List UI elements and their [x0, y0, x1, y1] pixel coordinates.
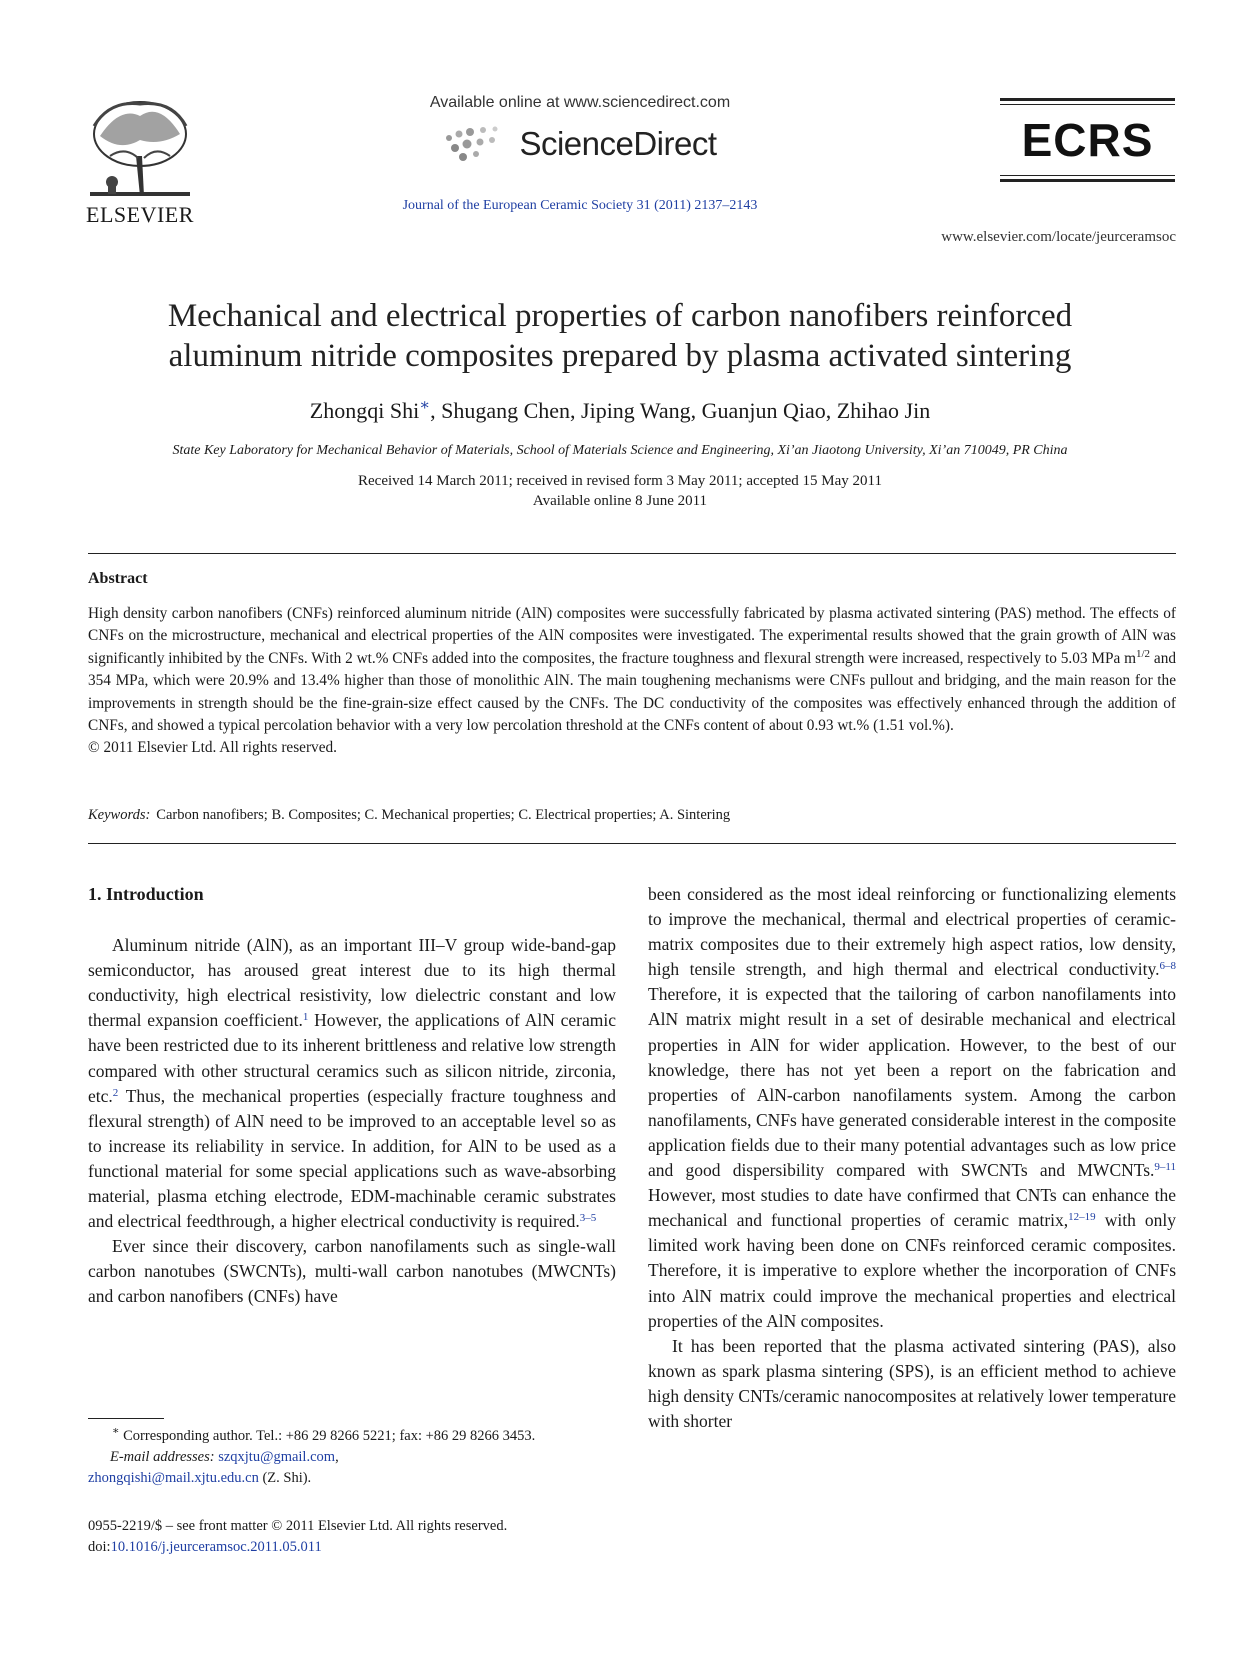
author-list: [60, 398, 1180, 424]
ecrs-logo-block: [1000, 98, 1175, 182]
sciencedirect-dots-icon: [443, 124, 511, 164]
abstract-heading: Abstract: [88, 570, 148, 587]
citation-3-5[interactable]: 3–5: [579, 1212, 597, 1225]
doi-line: [88, 1537, 628, 1558]
ecrs-logo: [1000, 105, 1175, 175]
sciencedirect-wordmark: ScienceDirect: [519, 125, 717, 162]
authors-rest: , Shugang Chen, Jiping Wang, Guanjun Qiao, Zhihao Jin: [430, 398, 931, 423]
corresponding-author-footnote: [88, 1426, 628, 1489]
intro-paragraph-2: Ever since their discovery, carbon nanofilaments such as single-wall carbon nanotubes (SWCNTs), multi-wall carbon nanotubes (MWCNTs) and carbon nanofibers (CNFs) have: [88, 1236, 616, 1307]
keywords-list: Carbon nanofibers; B. Composites; C. Mechanical properties; C. Electrical properties; A. Sintering: [156, 807, 731, 823]
received-dates: Received 14 March 2011; received in revised form 3 May 2011; accepted 15 May 2011: [358, 473, 882, 489]
journal-reference-link[interactable]: Journal of the European Ceramic Society 31 (2011) 2137–2143: [402, 198, 758, 213]
available-online-date: Available online 8 June 2011: [532, 493, 708, 509]
doi-link[interactable]: 10.1016/j.jeurceramsoc.2011.05.011: [110, 1539, 322, 1555]
keywords-label: Keywords:: [88, 807, 151, 823]
citation-2[interactable]: 2: [112, 1086, 119, 1099]
intro-paragraph-1: [88, 933, 616, 1234]
footnote-email-line: [88, 1447, 628, 1468]
title-line-1: Mechanical and electrical properties of carbon nanofibers reinforced: [167, 298, 1073, 334]
email-link-1[interactable]: szqxjtu@gmail.com: [218, 1449, 336, 1465]
section-heading-introduction: 1. Introduction: [88, 884, 204, 904]
intro-paragraph-3: It has been reported that the plasma activated sintering (PAS), also known as spark plasma sintering (SPS), is an efficient method to achieve high density CNTs/ceramic nanocomposites at relatively lower temperature with shorter: [648, 1335, 1176, 1431]
elsevier-tree-icon: [80, 96, 200, 200]
abstract-copyright: © 2011 Elsevier Ltd. All rights reserved.: [88, 739, 337, 757]
ecrs-logo-text: ECRS: [1021, 114, 1154, 166]
corresponding-author-mark[interactable]: ∗: [419, 397, 431, 414]
ecrs-bottom-rule-thin: [1000, 175, 1175, 176]
intro-r1-part-a: been considered as the most ideal reinforcing or functionalizing elements to improve the mechanical, thermal and electrical properties of ceramic-matrix composites due to their extremely high aspect ratios, low density, high tensile strength, and high thermal and electrical conductivity.: [648, 884, 1176, 980]
affiliation: State Key Laboratory for Mechanical Behavior of Materials, School of Materials Science and Engineering, Xi’an Jiaotong University, Xi’an 710049, PR China: [172, 443, 1068, 458]
body-column-right: [648, 882, 1176, 1434]
intro-r1-part-b: Therefore, it is expected that the tailoring of carbon nanofilaments into AlN matrix might result in a set of desirable mechanical and electrical properties in AlN for wider application. However, to the best of our knowledge, there has not yet been a report on the fabrication and properties of AlN-carbon nanofilaments system. Among the carbon nanofilaments, CNFs have generated considerable interest in the composite application fields due to their many potential advantages such as low price and good dispersibility compared with SWCNTs and MWCNTs.: [648, 984, 1176, 1181]
footnote-rule: [88, 1418, 164, 1419]
footnote-mark: ∗: [112, 1425, 120, 1437]
intro-p1-part-c: Thus, the mechanical properties (especially fracture toughness and flexural strength) of AlN need to be improved to an acceptable level so as to increase its reliability in service. In addition, for AlN to be used as a functional material for some special applications such as wave-absorbing material, plasma etching electrode, EDM-machinable ceramic substrates and electrical feedthrough, a higher electrical conductivity is required.: [88, 1085, 616, 1232]
doi-label: doi:: [88, 1539, 111, 1555]
article-title: [60, 296, 1180, 376]
citation-12-19[interactable]: 12–19: [1068, 1211, 1096, 1224]
article-history: [60, 471, 1180, 511]
citation-6-8[interactable]: 6–8: [1159, 960, 1176, 973]
footnote-contact-line: [88, 1426, 628, 1447]
footnote-contact: Corresponding author. Tel.: +86 29 8266 5221; fax: +86 29 8266 3453.: [119, 1428, 536, 1444]
sciencedirect-logo: [380, 122, 780, 166]
body-column-left: [88, 882, 616, 1310]
intro-paragraph-2-continued: [648, 882, 1176, 1334]
elsevier-logo: [80, 96, 200, 226]
abstract-bottom-rule: [88, 843, 1176, 844]
publisher-name: ELSEVIER: [86, 202, 194, 227]
footnote-email-line-2: [88, 1468, 628, 1489]
title-line-2: aluminum nitride composites prepared by plasma activated sintering: [168, 338, 1072, 374]
keywords: [88, 807, 1176, 824]
available-online-text: Available online at www.sciencedirect.com: [429, 94, 731, 111]
email-separator: ,: [335, 1449, 339, 1465]
email-label: E-mail addresses:: [110, 1449, 215, 1465]
intro-p1-part-a: Aluminum nitride (AlN), as an important III–V group wide-band-gap semiconductor, has aroused great interest due to its high thermal conductivity, high electrical resistivity, low dielectric constant and low thermal expansion coefficient.: [88, 935, 616, 1031]
front-matter-info: [88, 1516, 628, 1558]
intro-p1-part-b: However, the applications of AlN ceramic have been restricted due to its inherent brittleness and relative low strength compared with other structural ceramics such as silicon nitride, zirconia, etc.: [88, 1010, 617, 1106]
ecrs-top-rule: [1000, 98, 1175, 101]
abstract-text-b: and 354 MPa, which were 20.9% and 13.4% higher than those of monolithic AlN. The main toughening mechanisms were CNFs pullout and bridging, and the main reason for the improvements in strength should be the fine-grain-size effect caused by the CNFs. The DC conductivity of the composites was effectively enhanced through the addition of CNFs, and showed a typical percolation behavior with a very low percolation threshold at the CNFs content of about 0.93 wt.% (1.51 vol.%).: [88, 649, 1176, 735]
journal-url[interactable]: www.elsevier.com/locate/jeurceramsoc: [941, 229, 1176, 245]
abstract-text-a: High density carbon nanofibers (CNFs) reinforced aluminum nitride (AlN) composites were successfully fabricated by plasma activated sintering (PAS) method. The effects of CNFs on the microstructure, mechanical and electrical properties of the AlN composites were investigated. The experimental results showed that the grain growth of AlN was significantly inhibited by the CNFs. With 2 wt.% CNFs added into the composites, the fracture toughness and flexural strength were increased, respectively to 5.03 MPa m: [88, 605, 1176, 667]
author-corresponding: Zhongqi Shi: [309, 398, 420, 423]
intro-r1-part-d: with only limited work having been done on CNFs reinforced ceramic composites. Therefore, it is imperative to explore whether the incorporation of CNFs into AlN matrix could improve the mechanical properties and electrical properties of the AlN composites.: [648, 1210, 1176, 1331]
intro-r1-part-c: However, most studies to date have confirmed that CNTs can enhance the mechanical and functional properties of ceramic matrix,: [648, 1185, 1176, 1231]
ecrs-bottom-rule: [1000, 179, 1175, 182]
citation-1[interactable]: 1: [302, 1011, 309, 1024]
email-link-2[interactable]: zhongqishi@mail.xjtu.edu.cn: [88, 1470, 259, 1486]
issn-line: 0955-2219/$ – see front matter © 2011 Elsevier Ltd. All rights reserved.: [88, 1518, 508, 1534]
citation-9-11[interactable]: 9–11: [1154, 1161, 1176, 1174]
email-owner: (Z. Shi).: [258, 1470, 312, 1486]
abstract-body: [88, 603, 1176, 760]
abstract-top-rule: [88, 553, 1176, 554]
sciencedirect-header: [380, 94, 780, 214]
abstract-exponent: 1/2: [1136, 647, 1151, 660]
